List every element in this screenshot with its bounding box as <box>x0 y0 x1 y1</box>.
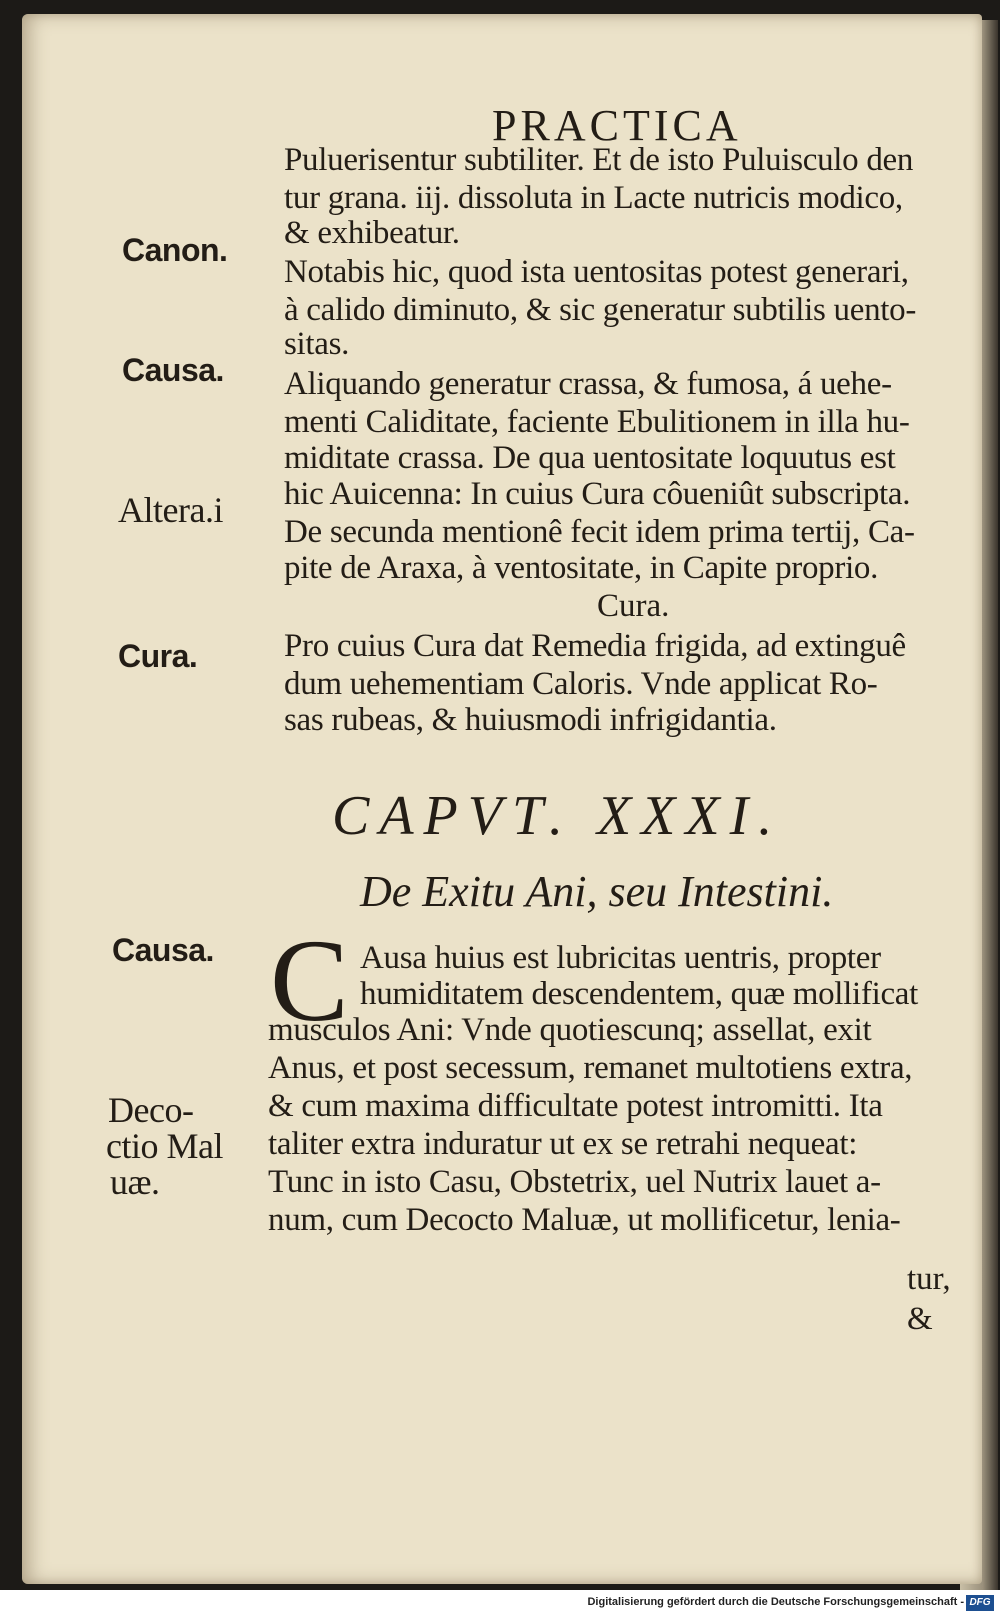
margin-note-canon: Canon. <box>122 232 228 268</box>
text-line: miditate crassa. De qua uentositate loquutus est <box>284 440 896 476</box>
margin-note-decoctio: ctio Mal <box>106 1126 223 1166</box>
margin-note-causa: Causa. <box>122 352 224 388</box>
text-line: & cum maxima difficultate potest intromitti. Ita <box>268 1088 883 1124</box>
text-line: à calido diminuto, & sic generatur subtilis uento- <box>284 292 917 328</box>
text-line: Tunc in isto Casu, Obstetrix, uel Nutrix lauet a- <box>268 1164 881 1200</box>
text-line: De secunda mentionê fecit idem prima tertij, Ca- <box>284 514 915 550</box>
text-line: num, cum Decocto Maluæ, ut mollificetur, lenia- <box>268 1202 901 1238</box>
text-line: Aliquando generatur crassa, & fumosa, á uehe- <box>284 366 892 402</box>
text-line: humiditatem descendentem, quæ mollificat <box>360 976 919 1012</box>
text-line: musculos Ani: Vnde quotiescunq; assellat, exit <box>268 1012 872 1048</box>
text-line: Puluerisentur subtiliter. Et de isto Puluisculo den <box>284 142 914 178</box>
text-line: Notabis hic, quod ista uentositas potest generari, <box>284 254 909 290</box>
text-line: Anus, et post secessum, remanet multotiens extra, <box>268 1050 913 1086</box>
text-line: Pro cuius Cura dat Remedia frigida, ad extinguê <box>284 628 906 664</box>
chapter-subtitle: De Exitu Ani, seu Intestini. <box>360 867 834 916</box>
book-page <box>22 14 982 1584</box>
funding-note: Digitalisierung gefördert durch die Deutsche Forschungsgemeinschaft - <box>587 1596 964 1608</box>
text-line: menti Caliditate, faciente Ebulitionem in illa hu- <box>284 404 910 440</box>
dfg-logo-icon: DFG <box>966 1595 994 1611</box>
margin-note-cura: Cura. <box>118 638 198 674</box>
text-line: hic Auicenna: In cuius Cura côueniût subscripta. <box>284 476 911 512</box>
text-line: sas rubeas, & huiusmodi infrigidantia. <box>284 702 777 738</box>
margin-note-causa-2: Causa. <box>112 932 214 968</box>
margin-note-decoctio: uæ. <box>110 1162 160 1202</box>
text-line: taliter extra induratur ut ex se retrahi nequeat: <box>268 1126 858 1162</box>
catchword: tur, & <box>907 1261 951 1337</box>
text-line: sitas. <box>284 326 350 362</box>
margin-note-decoctio: Deco- <box>108 1090 194 1130</box>
footer-bar <box>0 1592 1000 1615</box>
cura-heading: Cura. <box>597 588 670 624</box>
drop-capital: C <box>270 915 349 1046</box>
text-line: dum uehementiam Caloris. Vnde applicat Ro- <box>284 666 878 702</box>
text-line: pite de Araxa, à ventositate, in Capite proprio. <box>284 550 879 586</box>
text-line: & exhibeatur. <box>284 215 460 251</box>
margin-note-altera: Altera.i <box>118 490 223 530</box>
running-header: PRACTICA <box>492 101 742 150</box>
text-line: tur grana. iij. dissoluta in Lacte nutricis modico, <box>284 180 903 216</box>
text-line: Ausa huius est lubricitas uentris, propter <box>360 940 881 976</box>
chapter-title: CAPVT. XXXI. <box>332 785 783 847</box>
